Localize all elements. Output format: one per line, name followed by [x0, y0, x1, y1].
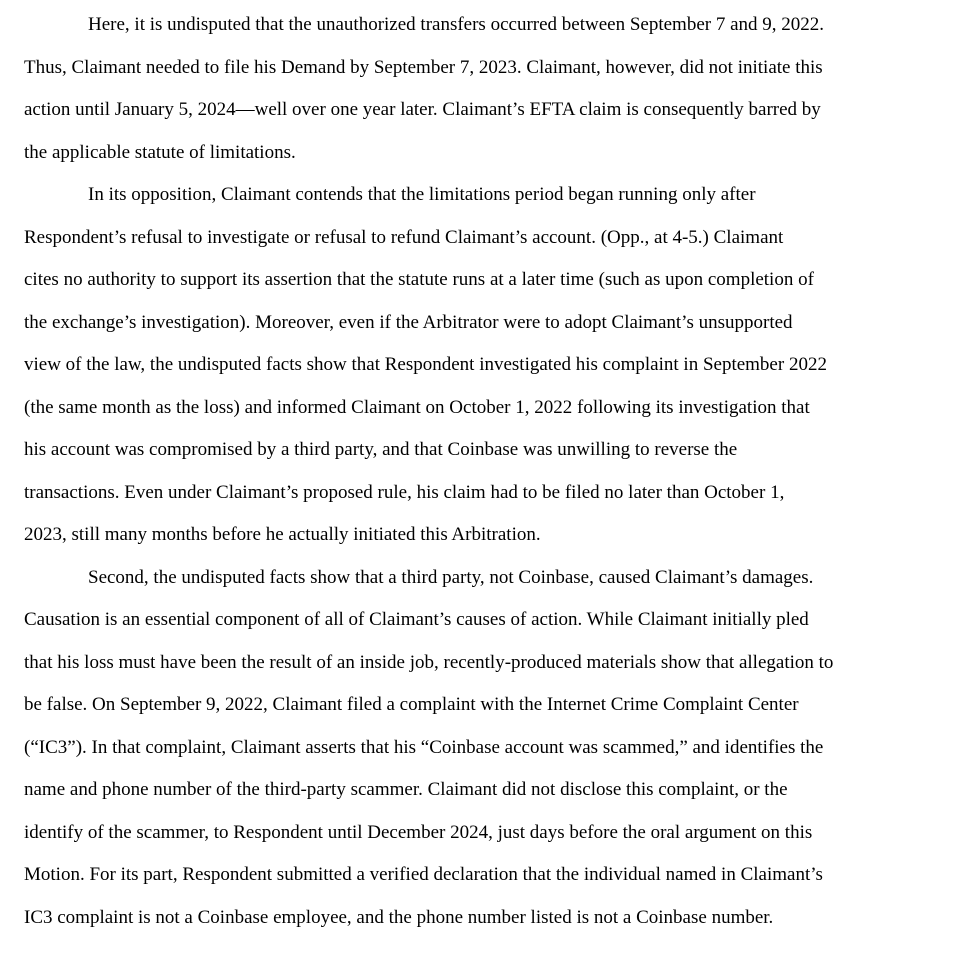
- text-line: (the same month as the loss) and informed Claimant on October 1, 2022 following its investigation that: [24, 396, 810, 418]
- paragraph-opposition: [24, 174, 930, 557]
- text-line: In its opposition, Claimant contends that the limitations period began running only after: [88, 184, 756, 205]
- text-line: Thus, Claimant needed to file his Demand by September 7, 2023. Claimant, however, did not initiate this: [24, 56, 823, 78]
- text-line: view of the law, the undisputed facts show that Respondent investigated his complaint in September 2022: [24, 354, 827, 375]
- paragraph-statute-of-limitations: [24, 4, 930, 174]
- text-line: 2023, still many months before he actually initiated this Arbitration.: [24, 524, 541, 545]
- text-line: his account was compromised by a third party, and that Coinbase was unwilling to reverse the: [24, 439, 738, 460]
- text-line: identify of the scammer, to Respondent until December 2024, just days before the oral argument on this: [24, 821, 813, 843]
- text-line: Motion. For its part, Respondent submitted a verified declaration that the individual named in Claimant’s: [24, 864, 823, 885]
- text-line: (“IC3”). In that complaint, Claimant asserts that his “Coinbase account was scammed,” and identifies the: [24, 736, 824, 758]
- text-line: be false. On September 9, 2022, Claimant filed a complaint with the Internet Crime Complaint Center: [24, 694, 799, 715]
- text-line: Second, the undisputed facts show that a third party, not Coinbase, caused Claimant’s damages.: [88, 566, 814, 588]
- text-line: IC3 complaint is not a Coinbase employee, and the phone number listed is not a Coinbase number.: [24, 906, 774, 928]
- text-line: Causation is an essential component of all of Claimant’s causes of action. While Claimant initially pled: [24, 609, 809, 630]
- text-line: the applicable statute of limitations.: [24, 141, 296, 163]
- document-page: [24, 4, 930, 939]
- text-line: the exchange’s investigation). Moreover, even if the Arbitrator were to adopt Claimant’s unsupported: [24, 311, 793, 333]
- text-line: cites no authority to support its assertion that the statute runs at a later time (such as upon completion of: [24, 269, 814, 290]
- text-line: Respondent’s refusal to investigate or refusal to refund Claimant’s account. (Opp., at 4-5.) Claimant: [24, 226, 784, 248]
- text-line: that his loss must have been the result of an inside job, recently-produced materials show that allegation to: [24, 651, 834, 673]
- paragraph-causation: [24, 557, 930, 940]
- text-line: Here, it is undisputed that the unauthorized transfers occurred between September 7 and 9, 2022.: [88, 14, 825, 35]
- text-line: action until January 5, 2024—well over one year later. Claimant’s EFTA claim is consequently barred by: [24, 99, 821, 120]
- text-line: transactions. Even under Claimant’s proposed rule, his claim had to be filed no later than October 1,: [24, 481, 785, 503]
- text-line: name and phone number of the third-party scammer. Claimant did not disclose this complaint, or the: [24, 779, 788, 800]
